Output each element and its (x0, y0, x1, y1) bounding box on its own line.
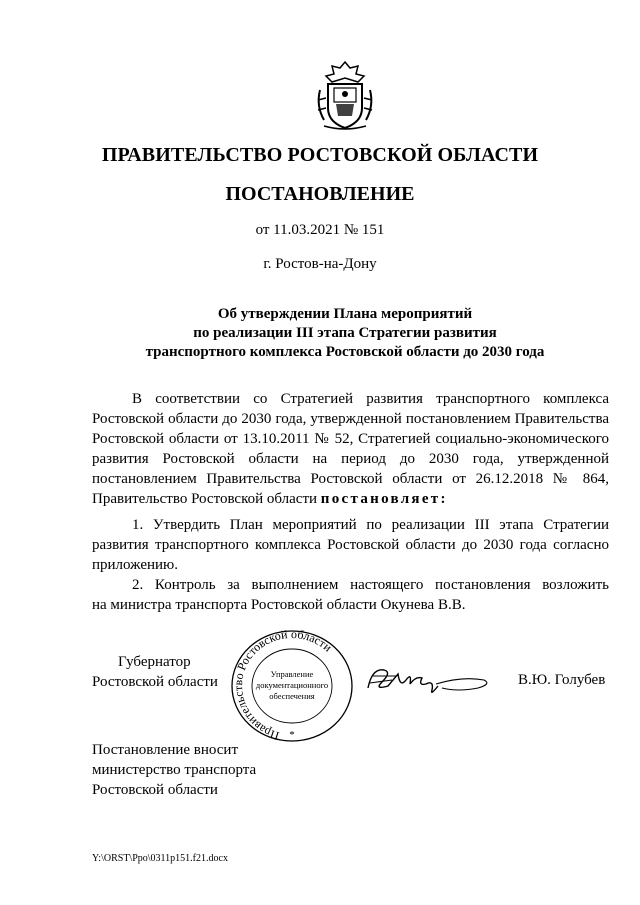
stamp-star: * (289, 729, 295, 741)
subject-line: транспортного комплекса Ростовской области до 2030 года (145, 344, 545, 360)
document-subject (120, 305, 570, 362)
clause-2-line: на министра транспорта Ростовской области Окунева В.В. (92, 597, 466, 613)
handwritten-signature (362, 656, 492, 702)
official-stamp (228, 628, 356, 746)
signatory-name: В.Ю. Голубев (518, 672, 606, 688)
preamble-last-line (92, 489, 448, 509)
submitter-line: министерство транспорта (92, 762, 257, 778)
decree-word: постановляет: (320, 491, 448, 507)
preamble-line: Ростовской области до 2030 года, утвержденной постановлением Правительства (92, 411, 609, 427)
signatory-position: Губернатор (118, 654, 191, 670)
preamble-line: развития Ростовской области на период до 2030 года, утвержденной (92, 451, 609, 467)
subject-line: по реализации III этапа Стратегии развития (193, 325, 497, 341)
submitter-line: Постановление вносит (92, 742, 239, 758)
stamp-center-line: документационного (255, 680, 329, 690)
document-date-number: от 11.03.2021 № 151 (255, 222, 385, 238)
document-type: ПОСТАНОВЛЕНИЕ (225, 183, 415, 205)
subject-line: Об утверждении Плана мероприятий (217, 306, 473, 322)
preamble-line: В соответствии со Стратегией развития транспортного комплекса (132, 391, 609, 407)
clause-1-line: развития транспортного комплекса Ростовской области до 2030 года согласно (92, 537, 609, 553)
stamp-center-line: Управление (270, 669, 314, 679)
file-path: Y:\ORST\Ppo\0311p151.f21.docx (92, 853, 228, 864)
signatory-region: Ростовской области (92, 674, 218, 690)
coat-of-arms-emblem (314, 60, 376, 132)
preamble-line: Правительство Ростовской области (92, 491, 318, 507)
preamble-line: Ростовской области от 13.10.2011 № 52, Стратегией социально-экономического (92, 431, 609, 447)
clause-1-line: приложению. (92, 557, 179, 573)
preamble-line: постановлением Правительства Ростовской области от 26.12.2018 № 864, (92, 471, 609, 487)
stamp-ring-text: Правительство Ростовской области (230, 628, 335, 744)
document-city: г. Ростов-на-Дону (263, 256, 377, 272)
clause-2-line: 2. Контроль за выполнением настоящего постановления возложить (132, 577, 609, 593)
clause-1-line: 1. Утвердить План мероприятий по реализации III этапа Стратегии (132, 517, 609, 533)
submitter-line: Ростовской области (92, 782, 218, 798)
stamp-center-line: обеспечения (269, 691, 315, 701)
organization-title: ПРАВИТЕЛЬСТВО РОСТОВСКОЙ ОБЛАСТИ (101, 144, 539, 166)
